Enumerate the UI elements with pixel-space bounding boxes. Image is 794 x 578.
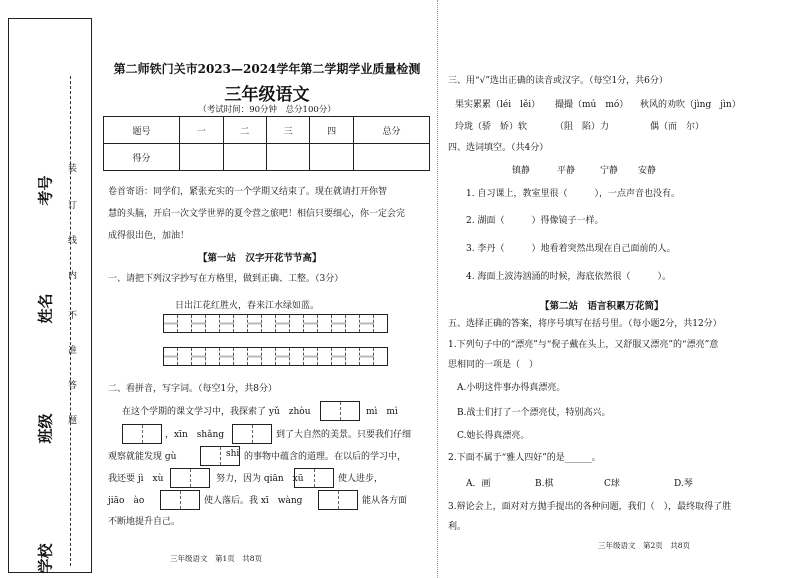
field-name: 姓名	[36, 293, 55, 324]
q4-item: 3. 李丹（ ）地看着突然出现在自己面前的人。	[466, 244, 676, 254]
q2-pinyin: 努力，因为 qiān xū	[216, 474, 304, 484]
answer-box[interactable]	[170, 468, 210, 488]
exam-time: （考试时间：90分钟 总分100分）	[198, 105, 336, 115]
seal-char: 内	[68, 271, 78, 281]
score-cell[interactable]	[223, 144, 266, 171]
question-two: 二、看拼音，写字词。（每空1分，共8分）	[108, 384, 277, 394]
answer-box[interactable]	[318, 490, 358, 510]
seal-char: 准	[68, 346, 78, 356]
q2-line: 不断地提升自己。	[108, 517, 181, 527]
station-two-heading: 【第二站 语言积累万花筒】	[540, 301, 664, 312]
answer-box[interactable]	[232, 424, 272, 444]
q5-line: 利。	[448, 522, 467, 532]
q5-line: 2.下面不属于“雅人四好”的是______。	[448, 453, 601, 463]
q3-item: 偶（而 尔）	[650, 122, 705, 132]
q5-line: 1.下列句子中的“漂亮”与“倪子戴在头上，又舒服又漂亮”的“漂亮”意	[448, 340, 719, 350]
answer-box[interactable]	[320, 401, 360, 421]
seal-char: 题	[68, 416, 78, 426]
answer-box[interactable]	[294, 468, 334, 488]
score-row-label: 得分	[104, 144, 180, 171]
q5-option: C.她长得真漂亮。	[457, 431, 530, 441]
q3-item: （阻 陷）力	[555, 122, 610, 132]
page-divider	[437, 0, 438, 578]
seal-char: 线	[68, 236, 78, 246]
question-five: 五、选择正确的答案，将序号填写在括号里。（每小题2分，共12分）	[448, 319, 722, 329]
answer-box[interactable]	[122, 424, 162, 444]
intro-line: 卷首寄语：同学们，紧张充实的一个学期又结束了。现在就请打开你智	[108, 187, 388, 197]
station-one-heading: 【第一站 汉字开花节节高】	[198, 253, 322, 264]
q2-line: 能从各方面	[362, 496, 408, 506]
score-table	[103, 116, 430, 171]
q3-item: 果实累累（léi lěi）	[455, 100, 541, 110]
q5-option: B.战士们打了一个漂亮仗，特别高兴。	[457, 408, 611, 418]
copy-sentence: 日出江花红胜火，春来江水绿如蓝。	[175, 301, 320, 311]
score-cell[interactable]	[266, 144, 309, 171]
question-four: 四、选词填空。（共4分）	[448, 143, 549, 153]
seal-char: 订	[68, 201, 78, 211]
writing-grid[interactable]	[163, 347, 388, 366]
word-option: 安静	[638, 166, 657, 176]
intro-line: 成得很出色，加油！	[108, 231, 190, 241]
q2-line: 使人进步，	[338, 474, 384, 484]
q5-choice: A．画	[466, 479, 491, 489]
score-cell[interactable]	[180, 144, 223, 171]
score-header: 三	[266, 117, 309, 144]
word-option: 平静	[557, 166, 576, 176]
q5-line: 3.辩论会上，面对对方抛手提出的各种问题，我们（ ），最终取得了胜	[448, 502, 732, 512]
score-header: 题号	[104, 117, 180, 144]
q4-item: 2. 湖面（ ）得像镜子一样。	[466, 216, 604, 226]
score-cell[interactable]	[310, 144, 353, 171]
q2-pinyin: 我还要 jì xù	[108, 474, 164, 484]
field-exam-number: 考号	[36, 175, 55, 206]
answer-box[interactable]	[160, 490, 200, 510]
page-footer-left: 三年级语文 第1页 共8页	[170, 554, 263, 563]
word-option: 镇静	[512, 166, 531, 176]
score-header: 总分	[353, 117, 429, 144]
score-cell[interactable]	[353, 144, 429, 171]
seal-line	[70, 76, 71, 566]
q3-item: 撮撮（mú mó）	[555, 100, 629, 110]
q4-item: 4. 海面上波涛汹涌的时候，海底依然很（ ）。	[466, 272, 671, 282]
q2-pinyin: jiāo ào	[108, 496, 145, 506]
exam-title: 第二师铁门关市2023—2024学年第二学期学业质量检测	[113, 62, 421, 76]
seal-char: 答	[68, 381, 78, 391]
q2-pinyin: shi	[226, 449, 240, 459]
q2-pinyin: mì mì	[366, 407, 398, 417]
q2-pinyin: 观察就能发现 ɡù	[108, 452, 177, 462]
question-three: 三、用“√”选出正确的读音或汉字。（每空1分，共6分）	[448, 76, 668, 86]
q5-option: A.小明这件事办得真漂亮。	[457, 383, 566, 393]
question-one: 一、请把下列汉字抄写在方格里，做到正确、工整。（3分）	[108, 274, 344, 284]
page-footer-right: 三年级语文 第2页 共8页	[598, 541, 691, 550]
q3-item: 秋风的劝吹（jìng jìn）	[640, 100, 741, 110]
score-header: 二	[223, 117, 266, 144]
q3-item: 玲珑（骄 娇）软	[455, 122, 528, 132]
q2-line: 的事物中蕴含的道理。在以后的学习中，	[244, 452, 407, 462]
q5-choice: B.棋	[535, 479, 554, 489]
writing-grid[interactable]	[163, 314, 388, 333]
word-option: 宁静	[600, 166, 619, 176]
q5-choice: C球	[604, 479, 620, 489]
subject-title: 三年级语文	[224, 85, 310, 105]
binding-sidebar	[8, 18, 92, 573]
q2-pinyin: ，xīn shǎng	[165, 430, 225, 440]
seal-char: 装	[68, 164, 78, 174]
score-header: 四	[310, 117, 353, 144]
seal-char: 不	[68, 311, 78, 321]
q5-choice: D.琴	[674, 479, 693, 489]
q2-line: 到了大自然的美景。只要我们仔细	[276, 430, 412, 440]
field-school: 学校	[36, 543, 55, 574]
q5-line: 思相同的一项是（ ）	[448, 360, 539, 370]
q2-line: 在这个学期的课文学习中，我探索了 yǔ zhòu	[122, 407, 311, 417]
field-class: 班级	[36, 413, 55, 444]
q2-pinyin: 使人落后。我 xī wànɡ	[204, 496, 303, 506]
score-header: 一	[180, 117, 223, 144]
intro-line: 慧的头脑，开启一次文学世界的夏令营之旅吧！相信只要细心，你一定会完	[108, 209, 406, 219]
q4-item: 1. 自习课上，教室里很（ ），一点声音也没有。	[466, 189, 680, 199]
